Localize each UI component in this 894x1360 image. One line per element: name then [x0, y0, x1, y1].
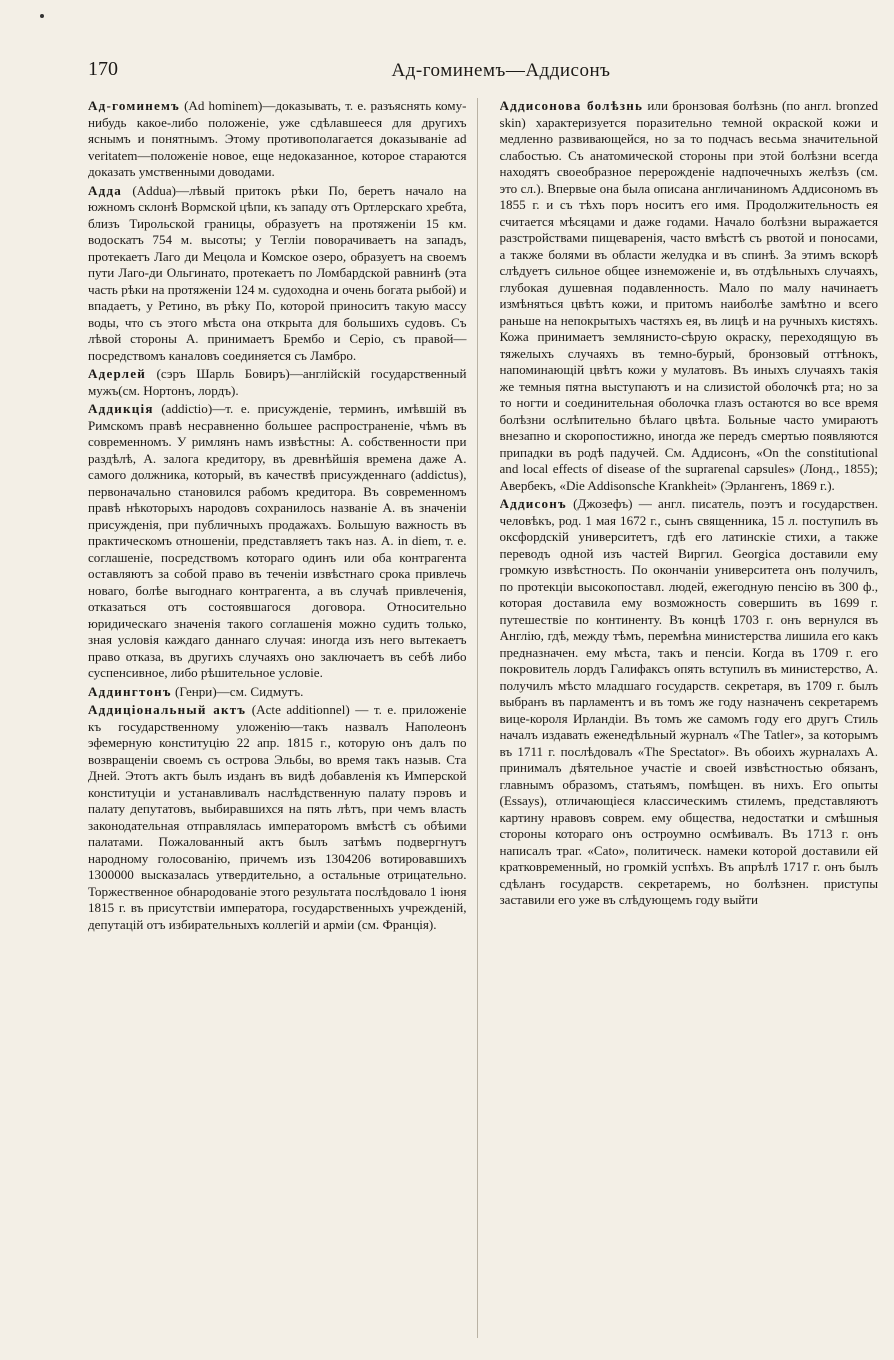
dictionary-entry [88, 98, 467, 181]
dictionary-entry [88, 183, 467, 365]
dictionary-entry [88, 684, 467, 701]
dictionary-entry [500, 496, 879, 909]
left-column [88, 98, 478, 1338]
dictionary-entry [88, 401, 467, 682]
entry-body: (Ad hominem)—доказывать, т. е. разъяснять кому-нибудь какое-либо положеніе, уже сдѣлавшееся для другихъ яснымъ и понятнымъ. Этому противополагается доказываніе ad veritatem—положеніе новое, еще недоказанное, которое стараются доказать умственными доводами. [88, 98, 467, 179]
entry-headword: Адда [88, 182, 123, 198]
page-number: 170 [88, 58, 118, 80]
entry-body: (addictio)—т. е. присужденіе, терминъ, имѣвшій въ Римскомъ правѣ несравненно большее распространеніе, чѣмъ въ современномъ. У римлянъ намъ извѣстны: А. собственности при раздѣлѣ, А. залога кредитору, въ древнѣйшія времена даже А. самого должника, который, въ качествѣ присужденнаго (addictus), первоначально становился рабомъ кредитора. Въ современномъ правѣ нѣкоторыхъ народовъ сохранилось названіе А. въ значеніи присужденія, при публичныхъ продажахъ. Большую важность въ практическомъ отношеніи, представляетъ такъ наз. А. in diem, т. е. соглашеніе, посредствомъ котораго одинъ или оба контрагента оставляютъ за собой право въ теченіи извѣстнаго срока привлечь новаго, болѣе выгоднаго контрагента, а въ случаѣ привлеченія, отказаться отъ состоявшагося договора. Относительно юридическаго значенія такого соглашенія можно судить только, зная условія каждаго даннаго случая: иногда изъ него вытекаетъ право отказа, въ другихъ случаяхъ оно заключаетъ въ себѣ либо суспенсивное, либо рѣшительное условіе. [88, 401, 467, 680]
text-columns [88, 98, 878, 1338]
entry-headword: Аддикція [88, 401, 154, 416]
dictionary-entry [500, 98, 879, 494]
entry-body: (Джозефъ) — англ. писатель, поэтъ и государствен. человѣкъ, род. 1 мая 1672 г., сынъ священника, 15 л. поступилъ въ оксфордскій университетъ, гдѣ его латинскіе стихи, а также переводъ одной изъ частей Виргил. Georgica доставили ему громкую извѣстность. По окончаніи университета онъ получилъ, по протекціи высокопоставл. людей, ежегодную пенсію въ 300 ф., которая доставила ему возможность совершить въ 1699 г. путешествіе по континенту. Въ концѣ 1703 г. онъ вернулся въ Англію, гдѣ, между тѣмъ, перемѣна министерства лишила его какъ предназначен. ему мѣста, такъ и пенсіи. Когда въ 1709 г. его покровитель лордъ Галифаксъ опять вступилъ въ министерство, А. получилъ мѣсто младшаго государств. секретаря, въ 1709 г. былъ выбранъ въ парламентъ и въ томъ же году назначенъ секретаремъ вице-короля Ирландіи. Въ томъ же самомъ году его другъ Стиль началъ издавать еженедѣльный журналъ «The Tatler», за которымъ въ 1711 г. послѣдовалъ «The Spectator». Въ обоихъ журналахъ А. принималъ дѣятельное участіе и своей извѣстностью обязанъ, главнымъ образомъ, статьямъ, помѣщен. въ нихъ. Его опыты (Essays), отличающіеся классическимъ стилемъ, представляютъ картину нравовъ соврем. ему общества, недостатки и смѣшныя стороны котораго онъ остроумно осмѣивалъ. Въ 1713 г. онъ написалъ траг. «Cato», политическ. намеки которой доставили ей кратковременный, но громкій успѣхъ. Въ апрѣлѣ 1717 г. онъ былъ сдѣланъ государств. секретаремъ, но болѣзнен. приступы заставили его уже въ слѣдующемъ году выйти [499, 496, 878, 907]
entry-headword: Ад-гоминемъ [88, 98, 180, 113]
margin-dot [40, 14, 44, 18]
entry-body: (Генри)—см. Сидмутъ. [171, 683, 304, 699]
entry-headword: Аддиціональный актъ [88, 702, 247, 717]
running-title: Ад-гоминемъ—Аддисонъ [391, 60, 611, 81]
entry-headword: Адерлей [88, 366, 146, 381]
entry-headword: Аддисонъ [499, 496, 567, 511]
dictionary-entry [88, 366, 467, 399]
right-column [500, 98, 879, 1338]
entry-body: (Acte additionnel) — т. е. приложеніе къ государственному уложенію—такъ назвалъ Наполеонъ эфемерную конституцію 22 апр. 1815 г., которую онъ далъ по возвращеніи своемъ съ острова Эльбы, во время такъ назыв. Ста Дней. Этотъ актъ былъ изданъ въ видѣ добавленія къ Имперской конституціи и устанавливалъ наслѣдственную палату пэровъ и палату депутатовъ, выбиравшихся на пять лѣтъ, при чемъ власть законодательная отправлялась императоромъ вмѣстѣ съ обѣими палатами. Пожалованный актъ былъ затѣмъ подвергнутъ народному голосованію, причемъ изъ 1304206 вотировавшихъ 1300000 высказалась утвердительно, а остальные отрицательно. Торжественное обнародованіе этого результата послѣдовало 1 іюня 1815 г. въ присутствіи императора, государственныхъ учрежденій, депутацій отъ избирательныхъ коллегій и арміи (см. Франція). [88, 702, 467, 932]
entry-body: или бронзовая болѣзнь (по англ. bronzed skin) характеризуется поразительно темной окраской кожи и медленно развивающейся, но за то подчасъ весьма значительной слабостью. Съ анатомической стороны при этой болѣзни всегда находятъ своеобразное перерожденіе надпочечныхъ желѣзъ (см. это сл.). Впервые она была описана англичаниномъ Аддисономъ въ 1855 г. и съ тѣхъ поръ носитъ его имя. Продолжительность ея считается мѣсяцами и даже годами. Начало болѣзни выражается разстройствами пищеваренія, часто вмѣстѣ съ рвотой и поносами, а также болями въ области желудка и въ спинѣ. За этимъ вскорѣ слѣдуетъ сильное общее изнеможеніе и, въ отдѣльныхъ случаяхъ, глубокая душевная подавленность. Мало по малу начинаетъ измѣняться цвѣтъ кожи, и притомъ наиболѣе замѣтно и всего раньше на непокрытыхъ частяхъ ея, въ лицѣ и на ручныхъ кистяхъ. Кожа принимаетъ землянисто-сѣрую окраску, переходящую въ тяжелыхъ случаяхъ въ темно-бурый, бронзовый оттѣнокъ, напоминающій цвѣтъ кожи у мулатовъ. Въ иныхъ случаяхъ такія же темныя пятна выступаютъ и на слизистой оболочкѣ рта; но за то ногти и соединительная оболочка глазъ остаются во все время болѣзни ослѣпительно бѣлаго цвѣта. Больные часто умираютъ внезапно и скоропостижно, иногда же передъ смертью появляются припадки въ родѣ падучей. См. Аддисонъ, «On the constitutional and local effects of disease of the suprarenal capsules» (Лонд., 1855); Авербекъ, «Die Addisonsche Krankheit» (Эрлангенъ, 1869 г.). [499, 98, 878, 493]
entry-body: (Addua)—лѣвый притокъ рѣки По, беретъ начало на южномъ склонѣ Вормской цѣпи, къ западу отъ Ортлерскаго хребта, близъ Тирольской границы, образуетъ на протяженіи 15 км. водоскатъ 754 м. высоты; у Тегліи поворачиваетъ на западъ, протекаетъ Лаго ди Мецола и Комское озеро, образуетъ на своемъ пути Лаго-ди Ольгинато, протекаетъ по Ломбардской равнинѣ (эта часть рѣки на протяженіи 124 м. судоходна и очень богата рыбой) и впадаетъ, у Ретино, въ рѣку По, которой приноситъ такую массу воды, что съ этого мѣста она открыта для большихъ судовъ. Съ лѣвой стороны А. принимаетъ Брембо и Серіо, съ правой—посредствомъ каналовъ соединяется съ Ламбро. [88, 182, 467, 363]
entry-body: (сэръ Шарль Бовиръ)—англійскій государственный мужъ(см. Нортонъ, лордъ). [88, 366, 467, 398]
page-header [88, 58, 834, 88]
entry-headword: Аддингтонъ [88, 683, 172, 699]
dictionary-entry [88, 702, 467, 933]
entry-headword: Аддисонова болѣзнь [499, 98, 644, 113]
